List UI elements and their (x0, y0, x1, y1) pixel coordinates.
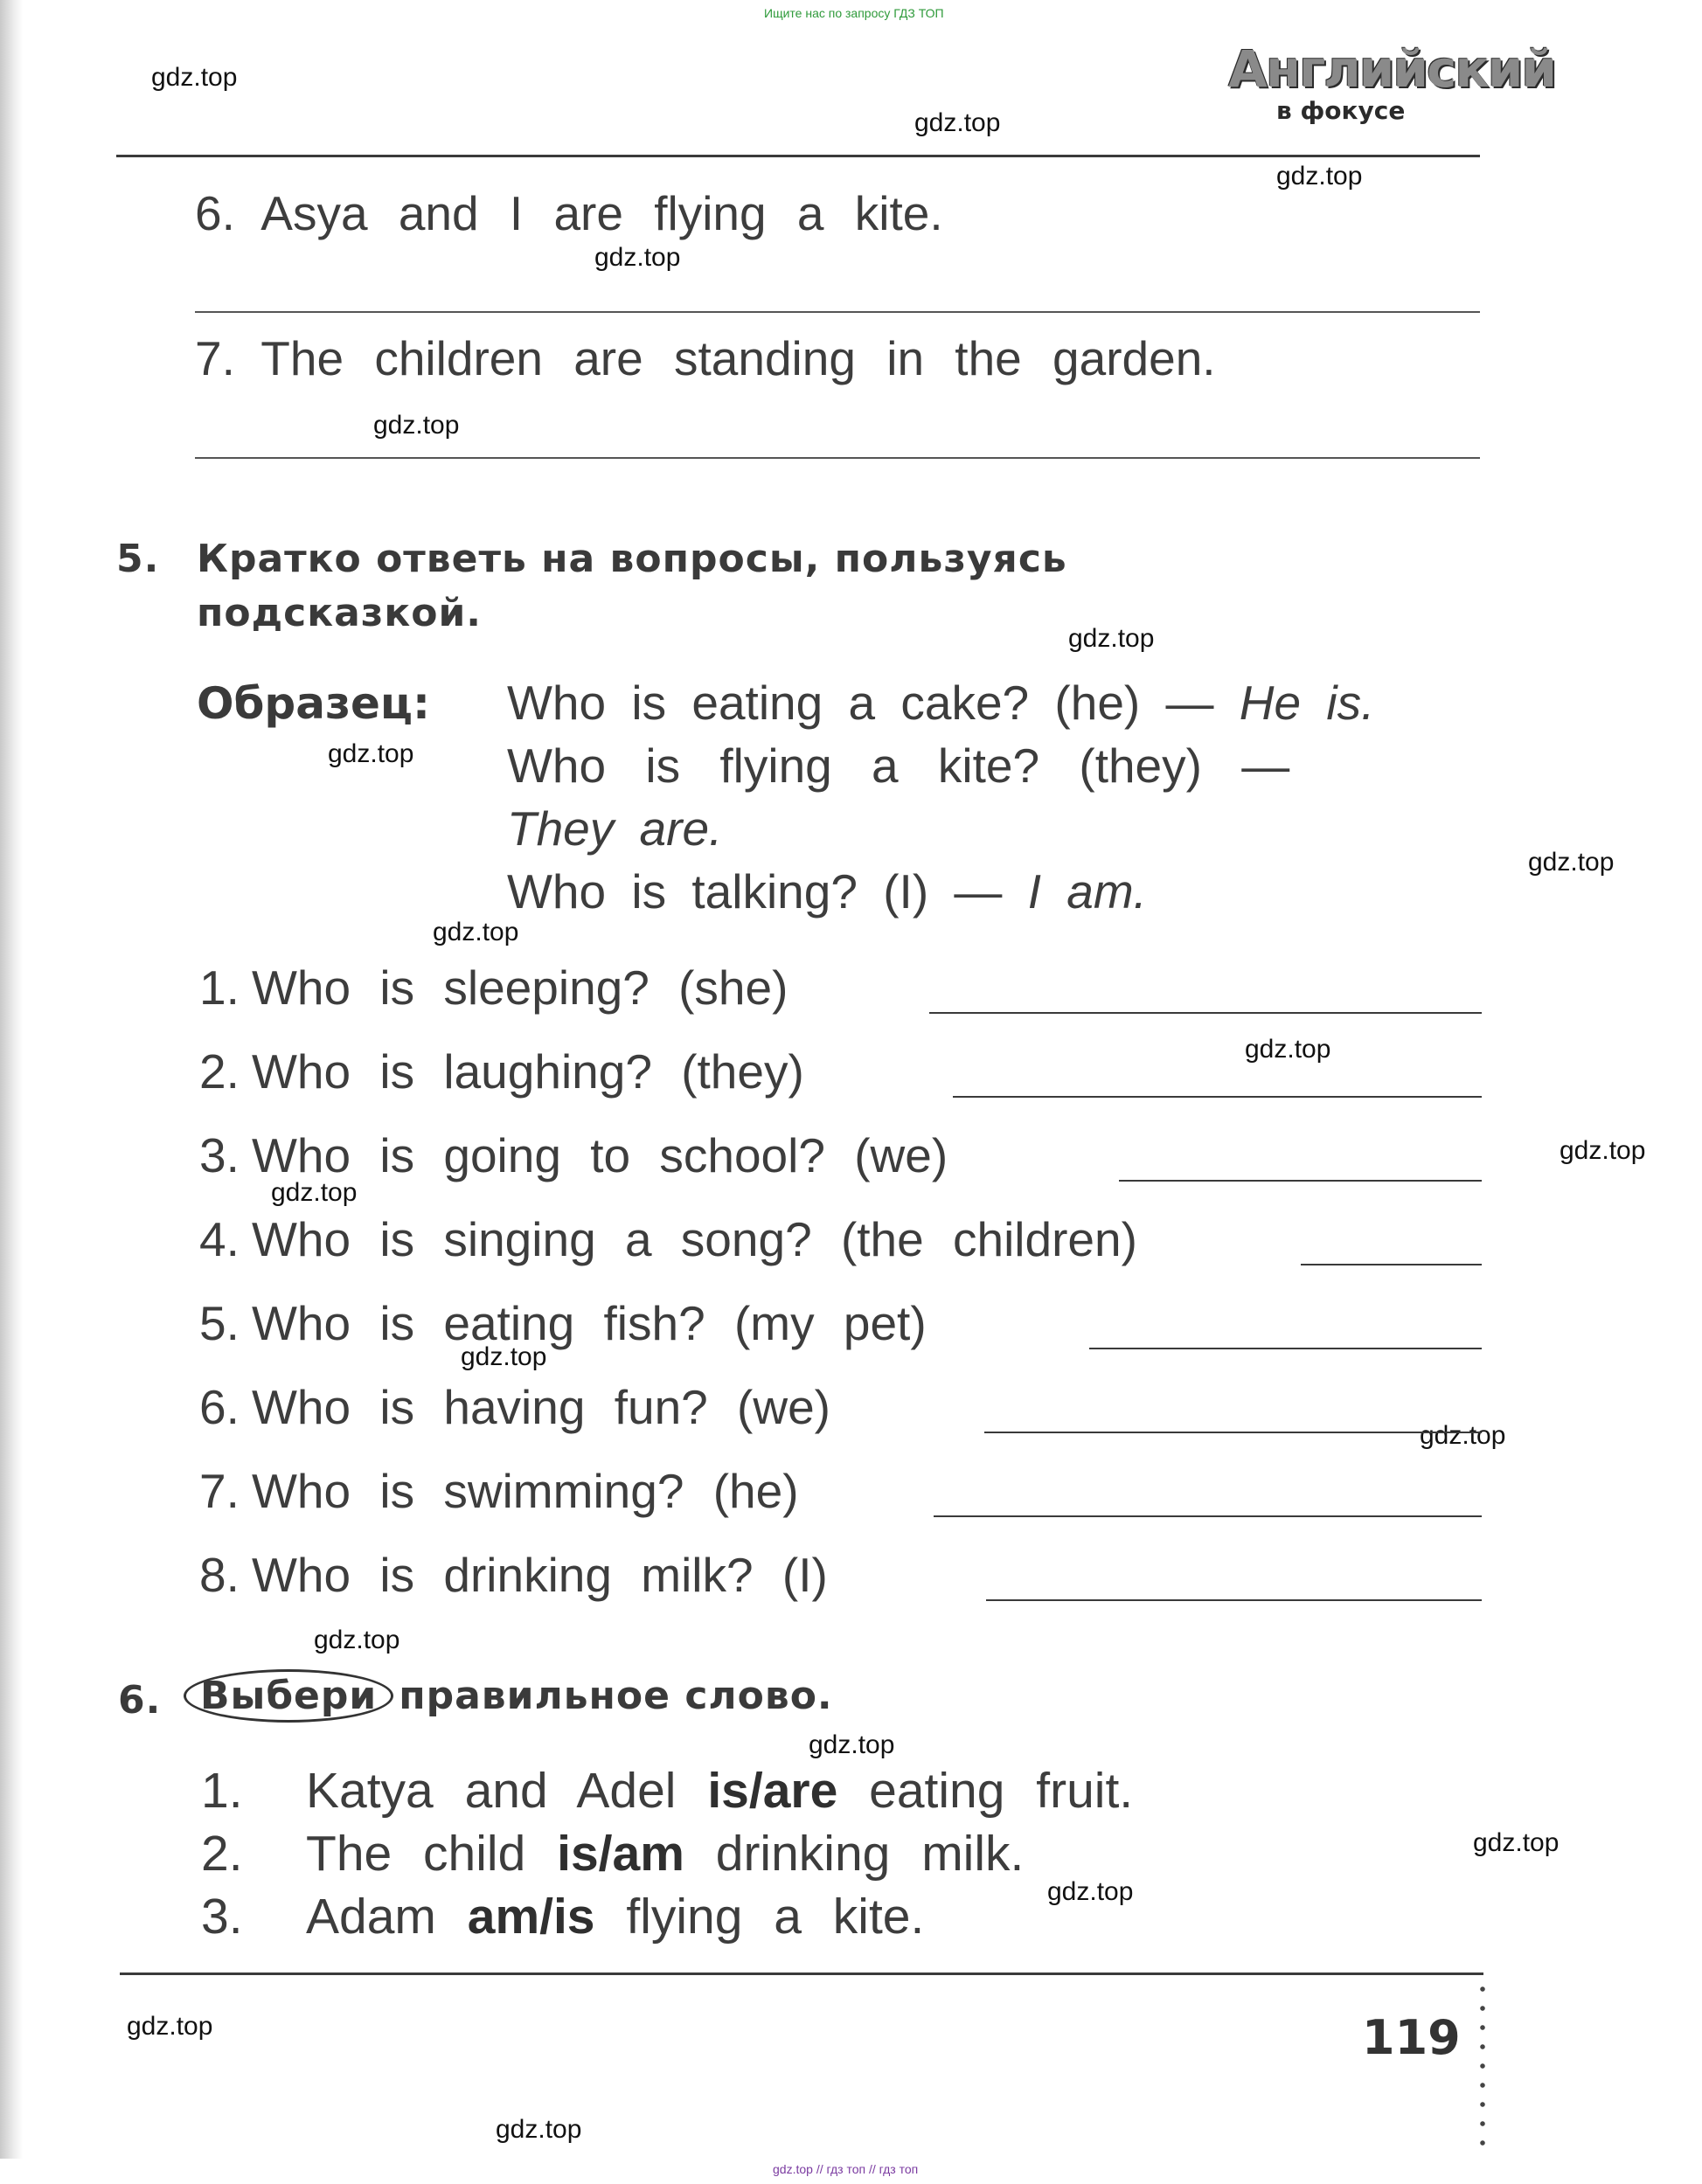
page-number: 119 (1362, 2010, 1461, 2065)
watermark: gdz.top (914, 108, 1001, 137)
watermark: gdz.top (433, 918, 519, 946)
watermark: gdz.top (1420, 1421, 1506, 1450)
watermark: gdz.top (1528, 848, 1615, 877)
watermark: gdz.top (496, 2115, 582, 2144)
item-number: 1. (201, 1763, 243, 1819)
watermark: gdz.top (809, 1730, 895, 1759)
top-search-note: Ищите нас по запросу ГДЗ ТОП (764, 6, 944, 20)
answer-line (195, 311, 1480, 313)
item-number: 4. (199, 1212, 240, 1266)
question-item (199, 1043, 804, 1099)
watermark: gdz.top (271, 1178, 358, 1207)
exercise6-number: 6. (118, 1678, 162, 1723)
page-edge-dots (1480, 1979, 1485, 2154)
exercise6-instruction (184, 1669, 833, 1723)
watermark: gdz.top (1068, 624, 1155, 653)
choice-item (201, 1888, 924, 1945)
exercise4-item (195, 185, 943, 241)
model-label: Образец: (197, 678, 430, 729)
answer-blank[interactable] (1119, 1180, 1482, 1182)
question-item (199, 1211, 1137, 1267)
item-number: 7. (195, 331, 235, 385)
answer-blank[interactable] (984, 1432, 1482, 1433)
footer-rule (120, 1973, 1483, 1975)
watermark: gdz.top (461, 1342, 547, 1371)
answer-blank[interactable] (953, 1096, 1482, 1098)
model-line (507, 801, 722, 856)
question-text: Who is drinking milk? (I) (252, 1548, 828, 1602)
sentence-start: Adam (306, 1889, 436, 1945)
answer-blank[interactable] (934, 1515, 1482, 1517)
sentence-start: The child (306, 1826, 526, 1882)
question-item (199, 960, 788, 1016)
item-number: 3. (201, 1889, 243, 1945)
watermark: gdz.top (1560, 1136, 1646, 1165)
choice-item (201, 1762, 1133, 1820)
item-number: 5. (199, 1296, 240, 1350)
answer-blank[interactable] (986, 1599, 1482, 1601)
question-text: Who is eating fish? (my pet) (252, 1296, 927, 1350)
item-sentence: The children are standing in the garden. (261, 331, 1216, 385)
item-number: 7. (199, 1464, 240, 1518)
word-choice[interactable]: is/are (707, 1763, 838, 1819)
question-text: Who is singing a song? (the children) (252, 1212, 1137, 1266)
item-number: 1. (199, 960, 240, 1015)
page-binding-shadow (0, 0, 23, 2159)
sentence-start: Katya and Adel (306, 1763, 677, 1819)
watermark: gdz.top (151, 63, 238, 92)
question-text: Who is sleeping? (she) (252, 960, 788, 1015)
model-answer: They are. (507, 801, 723, 856)
exercise5-number: 5. (116, 537, 160, 581)
sentence-end: drinking milk. (715, 1826, 1025, 1882)
question-item (199, 1295, 927, 1351)
item-number: 6. (199, 1380, 240, 1434)
item-number: 8. (199, 1548, 240, 1602)
model-line (507, 738, 1289, 794)
circled-word: Выбери (184, 1669, 393, 1723)
watermark: gdz.top (314, 1626, 400, 1654)
watermark: gdz.top (1245, 1035, 1331, 1064)
word-choice[interactable]: am/is (467, 1889, 595, 1945)
exercise5-instruction: Кратко ответь на вопросы, пользуясь (197, 537, 1067, 581)
item-number: 3. (199, 1128, 240, 1182)
watermark: gdz.top (373, 411, 460, 440)
question-item (199, 1547, 828, 1603)
question-item (199, 1127, 948, 1183)
logo-title: Английский (1228, 39, 1556, 99)
question-item (199, 1463, 799, 1519)
watermark: gdz.top (1473, 1828, 1560, 1857)
sentence-end: eating fruit. (869, 1763, 1134, 1819)
model-question: Who is eating a cake? (he) — (507, 676, 1214, 730)
model-question: Who is talking? (I) — (507, 864, 1003, 919)
question-text: Who is having fun? (we) (252, 1380, 830, 1434)
model-question: Who is flying a kite? (they) — (507, 738, 1290, 793)
watermark: gdz.top (127, 2012, 213, 2041)
instruction-text: правильное слово. (399, 1674, 833, 1718)
choice-item (201, 1825, 1024, 1882)
exercise4-item (195, 330, 1216, 386)
answer-blank[interactable] (929, 1012, 1482, 1014)
watermark: gdz.top (328, 739, 414, 768)
header-rule (116, 155, 1480, 157)
question-text: Who is laughing? (they) (252, 1044, 804, 1099)
answer-blank[interactable] (1301, 1264, 1482, 1265)
model-line (507, 863, 1147, 919)
answer-line (195, 457, 1480, 459)
question-text: Who is going to school? (we) (252, 1128, 948, 1182)
item-number: 6. (195, 186, 235, 240)
model-answer: I am. (1027, 864, 1147, 919)
answer-blank[interactable] (1089, 1348, 1482, 1349)
model-line (507, 675, 1374, 731)
question-text: Who is swimming? (he) (252, 1464, 799, 1518)
bottom-note: gdz.top // гдз топ // гдз топ (773, 2162, 919, 2176)
watermark: gdz.top (1047, 1877, 1134, 1906)
word-choice[interactable]: is/am (557, 1826, 684, 1882)
item-number: 2. (201, 1826, 243, 1882)
exercise5-instruction-cont: подсказкой. (197, 591, 483, 635)
logo-subtitle: в фокусе (1276, 96, 1406, 125)
item-number: 2. (199, 1044, 240, 1099)
sentence-end: flying a kite. (626, 1889, 925, 1945)
item-sentence: Asya and I are flying a kite. (261, 186, 943, 240)
question-item (199, 1379, 830, 1435)
watermark: gdz.top (594, 243, 681, 272)
watermark: gdz.top (1276, 162, 1363, 191)
model-answer: He is. (1239, 676, 1375, 730)
